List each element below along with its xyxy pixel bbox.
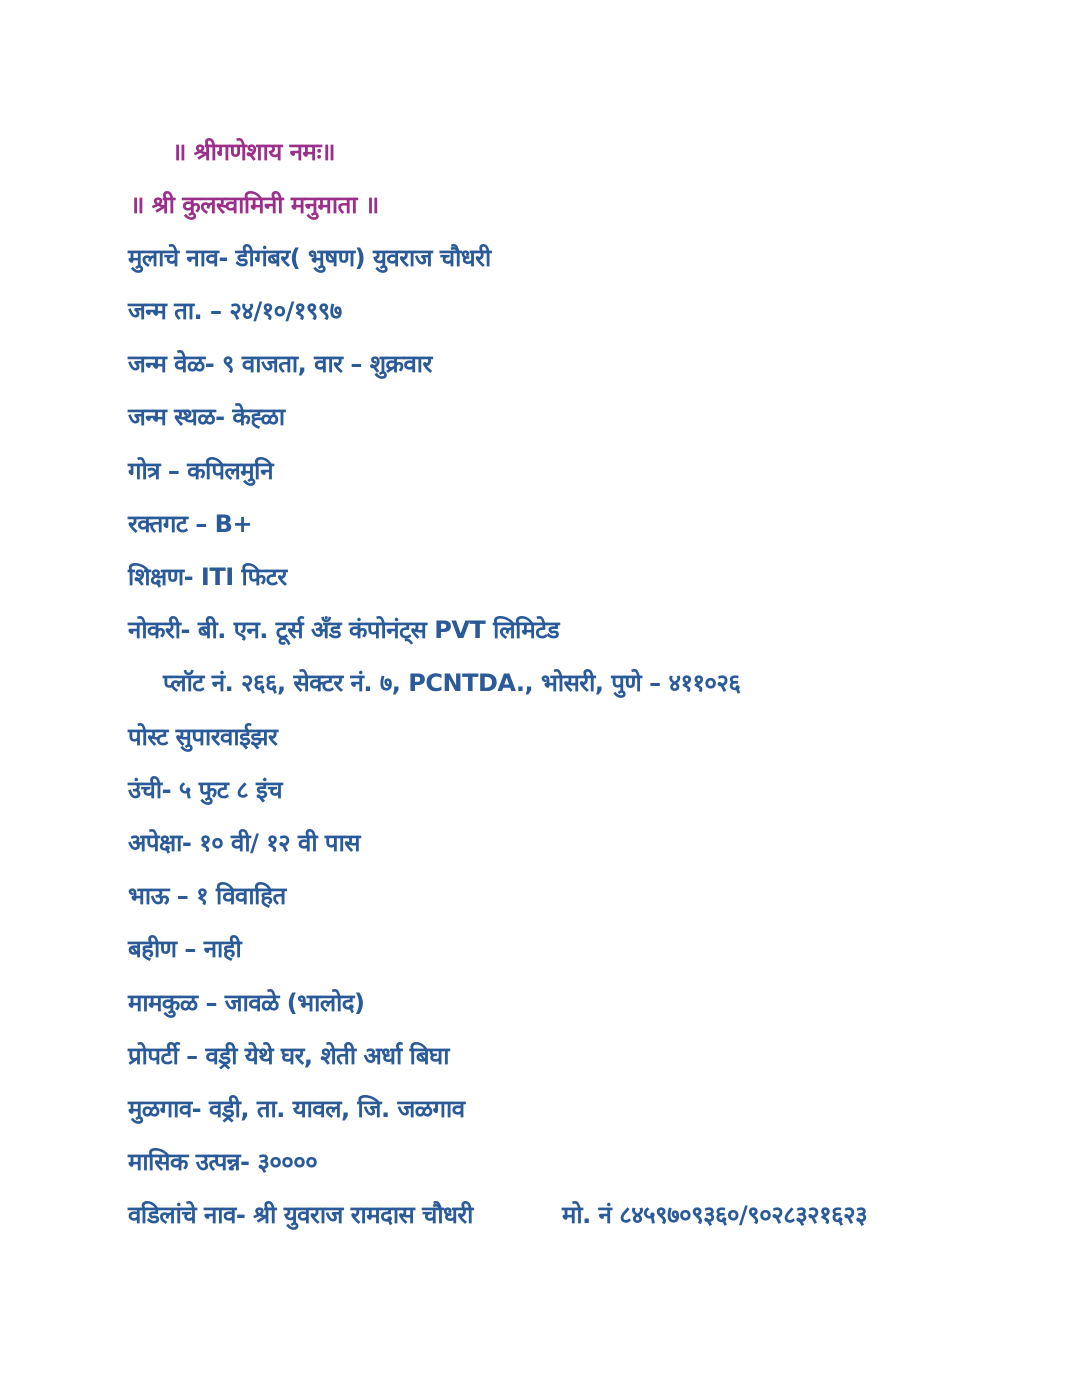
field-blood-group: रक्तगट – B+: [128, 510, 253, 538]
field-brother: भाऊ – १ विवाहित: [128, 882, 286, 910]
field-post: पोस्ट सुपारवाईझर: [128, 723, 278, 751]
field-height: उंची- ५ फुट ८ इंच: [128, 776, 283, 804]
field-mobile-number: मो. नं ८४५९७०९३६०/९०२८३२१६२३: [562, 1201, 868, 1229]
field-birth-date: जन्म ता. – २४/१०/१९९७: [128, 297, 342, 325]
field-monthly-income: मासिक उत्पन्न- ३००००: [128, 1148, 318, 1176]
field-job: नोकरी- बी. एन. टूर्स अँड कंपोनंट्स PVT लिमिटेड: [128, 616, 560, 644]
invocation-kuldevi: ॥ श्री कुलस्वामिनी मनुमाता ॥: [130, 191, 379, 219]
field-gotra: गोत्र – कपिलमुनि: [128, 457, 274, 485]
field-expectation: अपेक्षा- १० वी/ १२ वी पास: [128, 829, 361, 857]
field-father-name: वडिलांचे नाव- श्री युवराज रामदास चौधरी: [128, 1201, 473, 1229]
field-property: प्रोपर्टी – वड्री येथे घर, शेती अर्धा बिघा: [128, 1042, 449, 1070]
field-birth-time: जन्म वेळ- ९ वाजता, वार – शुक्रवार: [128, 350, 432, 378]
field-education: शिक्षण- ITI फिटर: [128, 563, 287, 591]
field-job-address: प्लॉट नं. २६६, सेक्टर नं. ७, PCNTDA., भोसरी, पुणे – ४११०२६: [163, 669, 741, 697]
field-native-place: मुळगाव- वड्री, ता. यावल, जि. जळगाव: [128, 1095, 465, 1123]
field-birth-place: जन्म स्थळ- केह्ळा: [128, 403, 285, 431]
field-sister: बहीण – नाही: [128, 935, 242, 963]
field-maternal-family: मामकुळ – जावळे (भालोद): [128, 989, 365, 1017]
invocation-ganesh: ॥ श्रीगणेशाय नमः॥: [172, 138, 336, 166]
field-name: मुलाचे नाव- डीगंबर( भुषण) युवराज चौधरी: [128, 244, 491, 272]
